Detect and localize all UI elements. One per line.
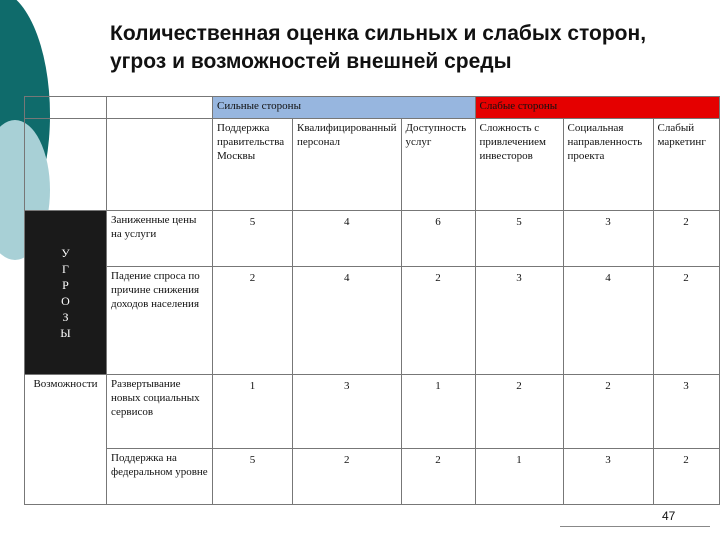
table-cell: 6 <box>401 211 475 267</box>
table-cell: 1 <box>213 375 293 449</box>
table-cell: 2 <box>563 375 653 449</box>
strengths-header: Сильные стороны <box>213 97 476 119</box>
table-cell: 2 <box>653 211 719 267</box>
empty-header-cell <box>107 97 213 119</box>
table-cell: 3 <box>475 267 563 375</box>
table-cell: 5 <box>213 449 293 505</box>
table-cell: 4 <box>293 211 402 267</box>
empty-corner-cell <box>25 119 107 211</box>
empty-header-cell <box>107 119 213 211</box>
table-cell: 4 <box>563 267 653 375</box>
swot-table <box>24 96 720 505</box>
empty-corner-cell <box>25 97 107 119</box>
column-header: Слабый маркетинг <box>653 119 719 211</box>
table-cell: 5 <box>475 211 563 267</box>
column-header: Сложность с привлечением инвесторов <box>475 119 563 211</box>
column-header: Квалифицированный персонал <box>293 119 402 211</box>
opportunities-label: Возможности <box>25 375 107 505</box>
threats-label: У Г Р О З Ы <box>60 245 71 340</box>
table-cell: 2 <box>401 267 475 375</box>
row-label: Поддержка на федеральном уровне <box>107 449 213 505</box>
table-cell: 3 <box>563 449 653 505</box>
column-header: Доступность услуг <box>401 119 475 211</box>
page-number-underline <box>560 526 710 527</box>
row-label: Развертывание новых социальных сервисов <box>107 375 213 449</box>
slide-title: Количественная оценка сильных и слабых сторон, угроз и возможностей внешней среды <box>110 22 647 73</box>
table-cell: 4 <box>293 267 402 375</box>
column-header: Поддержка правительства Москвы <box>213 119 293 211</box>
table-cell: 1 <box>401 375 475 449</box>
page-number: 47 <box>662 509 676 523</box>
table-cell: 3 <box>563 211 653 267</box>
table-cell: 2 <box>213 267 293 375</box>
table-cell: 2 <box>293 449 402 505</box>
table-cell: 2 <box>475 375 563 449</box>
weaknesses-header: Слабые стороны <box>475 97 719 119</box>
table-cell: 2 <box>653 267 719 375</box>
table-cell: 2 <box>401 449 475 505</box>
threats-label-cell <box>25 211 107 375</box>
column-header: Социальная направленность проекта <box>563 119 653 211</box>
row-label: Падение спроса по причине снижения доходов населения <box>107 267 213 375</box>
table-cell: 5 <box>213 211 293 267</box>
table-cell: 2 <box>653 449 719 505</box>
table-cell: 1 <box>475 449 563 505</box>
row-label: Заниженные цены на услуги <box>107 211 213 267</box>
table-cell: 3 <box>293 375 402 449</box>
table-cell: 3 <box>653 375 719 449</box>
